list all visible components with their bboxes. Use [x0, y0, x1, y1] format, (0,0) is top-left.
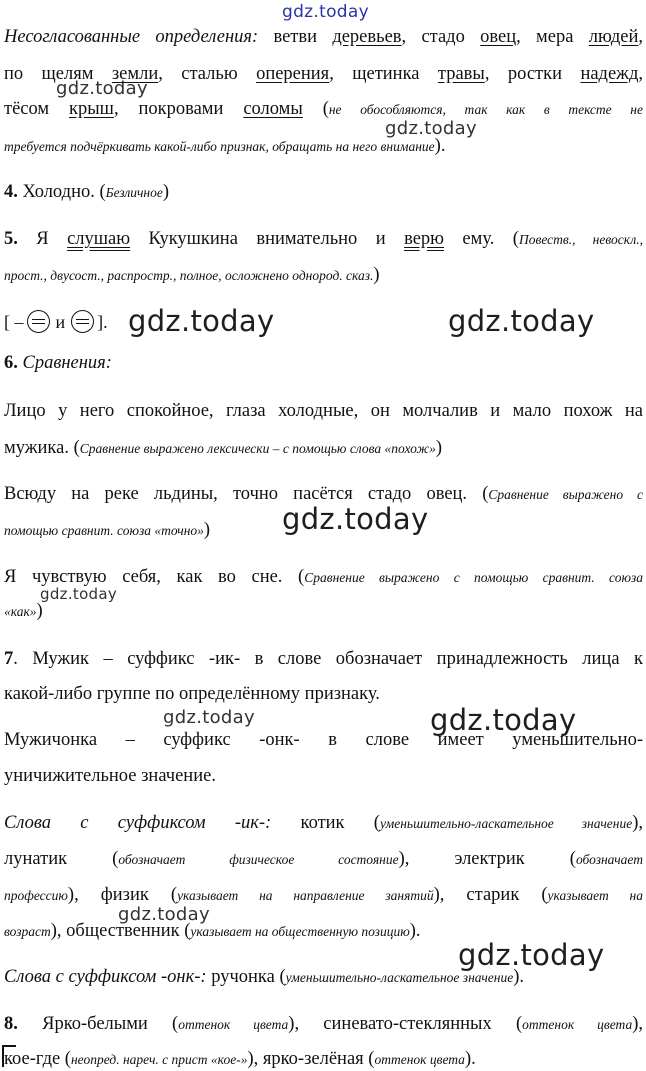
text-line: Мужичонка – суффикс -онк- в слове имеет уменьшительно-: [4, 730, 643, 750]
text-line: лунатик (обозначает физическое состояние), электрик (обозначает: [4, 849, 643, 869]
text-line: «как»): [4, 601, 43, 621]
text-line: Слова с суффиксом -ик-: котик (уменьшительно-ласкательное значение),: [4, 813, 643, 833]
watermark: gdz.today: [282, 502, 429, 536]
text-line: по щелям земли, сталью оперения, щетинка травы, ростки надежд,: [4, 64, 643, 84]
watermark: gdz.today: [40, 585, 118, 603]
text-line: какой-либо группе по определённому признаку.: [4, 684, 380, 704]
text-line: Несогласованные определения: ветви деревьев, стадо овец, мера людей,: [4, 27, 643, 47]
text-line: профессию), физик (указывает на направление занятий), старик (указывает на: [4, 885, 643, 905]
text-line: требуется подчёркивать какой-либо признак, обращать на него внимание).: [4, 136, 446, 156]
predicate-circle-icon: [71, 310, 94, 333]
text-line: Я чувствую себя, как во сне. (Сравнение выражено с помощью сравнит. союза: [4, 567, 643, 587]
text-line: Слова с суффиксом -онк-: ручонка (уменьшительно-ласкательное значение).: [4, 967, 525, 987]
text-line: Всюду на реке льдины, точно пасётся стадо овец. (Сравнение выражено с: [4, 484, 643, 504]
watermark: gdz.today: [282, 2, 369, 22]
watermark: gdz.today: [458, 938, 605, 972]
watermark: gdz.today: [128, 304, 275, 338]
text-line: мужика. (Сравнение выражено лексически – с помощью слова «похож»): [4, 438, 443, 458]
text-line: прост., двусост., распростр., полное, осложнено однород. сказ.): [4, 265, 380, 285]
watermark: gdz.today: [385, 118, 477, 139]
section-6: 6. Сравнения:: [4, 353, 112, 373]
section-8: 8. Ярко-белыми (оттенок цвета), синевато-стеклянных (оттенок цвета),: [4, 1014, 643, 1034]
section-5: 5. Я слушаю Кукушкина внимательно и верю ему. (Повеств., невоскл.,: [4, 229, 643, 249]
text-line: кое-где (неопред. нареч. с прист «кое-»), ярко-зелёная (оттенок цвета).: [4, 1049, 476, 1069]
watermark: gdz.today: [118, 904, 210, 925]
text-line: Лицо у него спокойное, глаза холодные, он молчалив и мало похож на: [4, 401, 643, 421]
text-line: помощью сравнит. союза «точно»): [4, 520, 211, 540]
text-line: уничижительное значение.: [4, 766, 216, 786]
watermark: gdz.today: [163, 707, 255, 728]
text-line: возраст), общественник (указывает на общественную позицию).: [4, 921, 421, 941]
watermark: gdz.today: [430, 703, 577, 737]
predicate-circle-icon: [27, 310, 50, 333]
section-7: 7. Мужик – суффикс -ик- в слове обозначает принадлежность лица к: [4, 649, 643, 669]
sentence-schema: [ – и ].: [4, 311, 108, 332]
section-4: 4. Холодно. (Безличное): [4, 182, 170, 202]
text-line: тёсом крыш, покровами соломы (не обособляются, так как в тексте не: [4, 99, 643, 119]
watermark: gdz.today: [448, 304, 595, 338]
watermark: gdz.today: [56, 78, 148, 99]
